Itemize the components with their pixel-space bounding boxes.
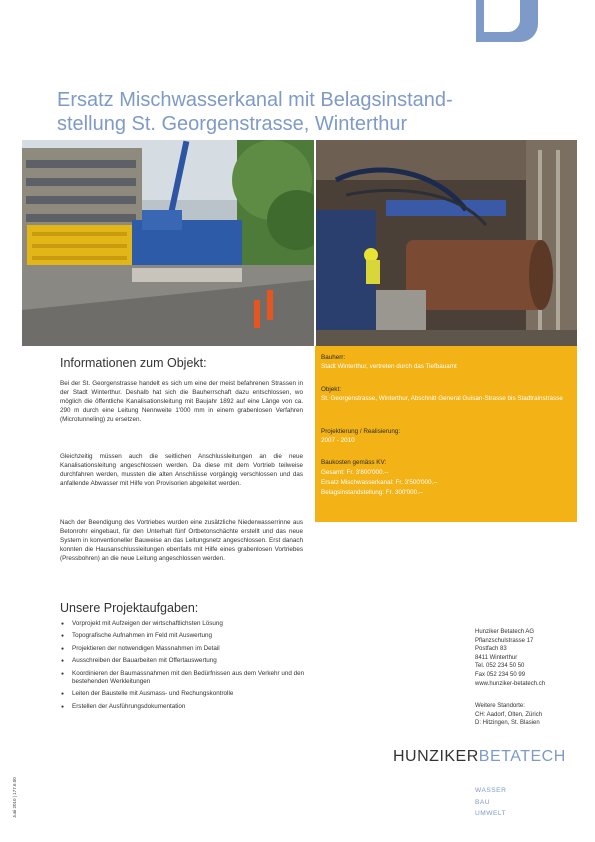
tagline-word: BAU <box>475 798 491 806</box>
objekt-label: Objekt: <box>321 386 341 393</box>
list-item: ● Erstellen der Ausführungsdokumentation <box>60 703 310 711</box>
list-item: ● Projektieren der notwendigen Massnahmen im Detail <box>60 645 310 653</box>
costs-belag: Belagsinstandstellung: Fr. 300'000.-- <box>321 489 424 496</box>
list-item: ● Ausschreiben der Bauarbeiten mit Offertauswertung <box>60 657 310 665</box>
other-locations <box>475 702 585 728</box>
company-wordmark <box>393 748 566 766</box>
brand-logo-mark <box>476 0 538 42</box>
location-line: CH: Aadorf, Olten, Zürich <box>475 711 543 718</box>
other-locations-heading: Weitere Standorte: <box>475 703 525 709</box>
objekt-value: St. Georgenstrasse, Winterthur, Abschnitt General Guisan-Strasse bis Stadtrainstrasse <box>321 395 563 402</box>
list-item: ● Topografische Aufnahmen im Feld mit Auswertung <box>60 632 310 640</box>
period-label: Projektierung / Realisierung: <box>321 428 401 435</box>
title-line-2: stellung St. Georgenstrasse, Winterthur <box>57 113 408 135</box>
phone-line: Tel. 052 234 50 50 <box>475 663 525 670</box>
address-line: Postfach 83 <box>475 646 507 653</box>
list-item: ● Koordinieren der Baumassnahmen mit den Bedürfnissen aus dem Verkehr und den bestehenden Werkleitungen <box>60 670 310 687</box>
tagline-word: UMWELT <box>475 810 507 817</box>
wordmark-part-1: HUNZIKER <box>393 748 479 765</box>
list-item: ● Leiten der Baustelle mit Ausmass- und Rechungskontrolle <box>60 690 310 698</box>
period-value: 2007 - 2010 <box>321 437 355 444</box>
list-item: ● Vorprojekt mit Aufzeigen der wirtschaftlichsten Lösung <box>60 620 310 628</box>
tasks-heading: Unsere Projektaufgaben: <box>60 601 199 615</box>
wordmark-part-2: BETATECH <box>478 748 566 765</box>
fax-line: Fax 052 234 50 99 <box>475 671 526 678</box>
address-line: 8411 Winterthur <box>475 654 518 661</box>
location-line: D: Hitzingen, St. Blasien <box>475 720 540 727</box>
construction-site-photo <box>22 140 314 346</box>
costs-kanal: Ersatz Mischwasserkanal: Fr. 3'500'000.-- <box>321 479 438 486</box>
title-line-1: Ersatz Mischwasserkanal mit Belagsinstand- <box>57 89 453 111</box>
tasks-list <box>60 620 310 715</box>
website-link[interactable]: www.hunziker-betatech.ch <box>475 680 546 687</box>
costs-total: Gesamt: Fr. 3'800'000.-- <box>321 469 389 476</box>
info-paragraph-3: Nach der Beendigung des Vortriebes wurden eine zusätzliche Niederwasserrinne aus Betonrohr eingebaut, für den Unterhalt fünf Ortbetonschächte erstellt und das neue System in konventioneller Bauweise an das Leitungsnetz angeschlossen. Erst danach konnten die Hausanschlussleitungen ebenfalls mit Hilfe eines grabenlosen Vortriebes (Pressbohren) an die neue Leitung angeschlossen werden. <box>60 519 303 562</box>
address-line: Pflanzschulstrasse 17 <box>475 637 534 644</box>
bauherr-value: Stadt Winterthur, vertreten durch das Tiefbauamt <box>321 363 457 370</box>
info-heading: Informationen zum Objekt: <box>60 356 207 370</box>
bauherr-label: Bauherr: <box>321 354 346 361</box>
company-address <box>475 628 585 688</box>
info-paragraph-2: Gleichzeitig müssen auch die seitlichen Anschlussleitungen an die neue Kanalisationsleitung angeschlossen werden. Da diese mit dem Vortrieb teilweise durchfahren werden, mussten die alten Anschlüsse vorgängig verschlossen und das anfallende Abwasser mit Hilfe von Provisorien abgeleitet werden. <box>60 453 303 487</box>
tunnel-shaft-photo <box>316 140 577 346</box>
info-paragraph-1: Bei der St. Georgenstrasse handelt es sich um eine der meist befahrenen Strassen in der Stadt Winterthur. Deshalb hat sich die Bauherrschaft dazu entschlossen, wo möglich die öffentliche Kanalisationsleitung mit Baujahr 1892 auf eine Länge von ca. 290 m durch eine Leitung Nennweite 1'000 mm in einem grabenlosen Verfahren (Microtunneling) zu ersetzen. <box>60 380 303 423</box>
tagline-word: WASSER <box>475 787 507 794</box>
document-code: Juni 2010 | 177.6.00 <box>12 777 17 818</box>
company-tagline <box>475 785 506 820</box>
project-facts-box <box>315 346 577 522</box>
page-title <box>57 88 517 136</box>
address-line: Hunziker Betatech AG <box>475 629 535 635</box>
costs-label: Baukosten gemäss KV: <box>321 459 387 466</box>
